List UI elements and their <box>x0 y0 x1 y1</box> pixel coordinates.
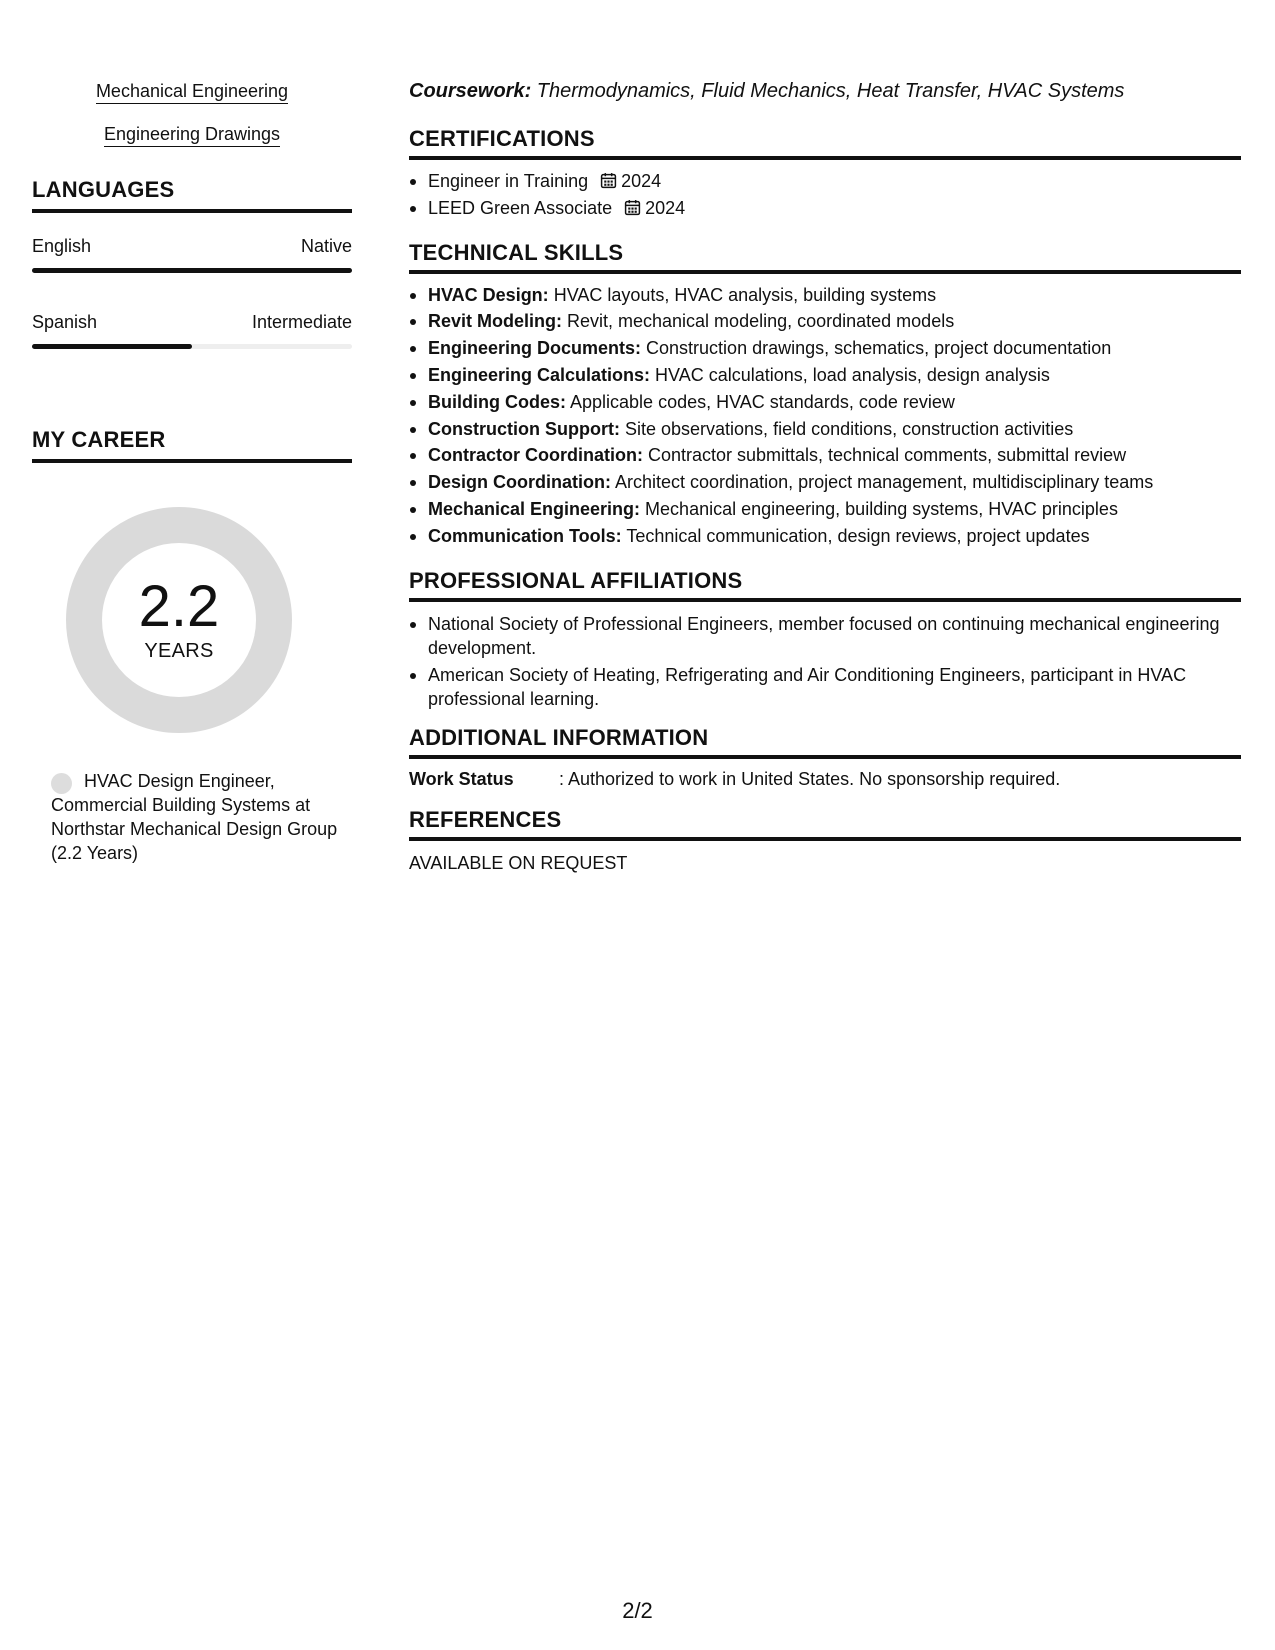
certification-name: LEED Green Associate <box>428 197 613 218</box>
skill-item <box>409 362 1241 389</box>
skill-label: Design Coordination: <box>428 472 611 493</box>
main-content <box>409 78 1241 875</box>
career-item-text: HVAC Design Engineer, Commercial Building Systems at Northstar Mechanical Design Group (2.2 Years) <box>51 771 338 863</box>
skill-text: Construction drawings, schematics, project documentation <box>641 338 1112 359</box>
skill-item <box>409 282 1241 309</box>
language-level: Native <box>300 236 352 256</box>
calendar-icon <box>600 172 617 189</box>
career-heading: MY CAREER <box>32 427 352 463</box>
language-proficiency-fill <box>32 268 352 273</box>
skill-label: Revit Modeling: <box>428 311 562 332</box>
info-row-work-status <box>409 767 1241 791</box>
language-name: English <box>32 236 92 256</box>
additional-info-heading: ADDITIONAL INFORMATION <box>409 725 1241 759</box>
career-years-value: 2.2 <box>138 574 220 639</box>
affiliation-item: National Society of Professional Engineers, member focused on continuing mechanical engineering development. <box>409 612 1241 660</box>
skill-item <box>409 523 1241 550</box>
skill-label: Building Codes: <box>428 391 566 412</box>
skill-label: Mechanical Engineering: <box>428 498 641 519</box>
skill-item <box>409 416 1241 443</box>
certifications-list <box>409 168 1241 222</box>
skill-label: Communication Tools: <box>428 525 622 546</box>
skill-label: HVAC Design: <box>428 284 549 305</box>
language-name: Spanish <box>32 312 98 332</box>
skill-text: Revit, mechanical modeling, coordinated models <box>562 311 955 332</box>
skill-item <box>409 442 1241 469</box>
interest-link[interactable]: Mechanical Engineering <box>32 80 352 102</box>
certification-year: 2024 <box>621 171 662 191</box>
certifications-heading: CERTIFICATIONS <box>409 126 1241 160</box>
technical-skills-heading: TECHNICAL SKILLS <box>409 240 1241 274</box>
skill-text: Mechanical engineering, building systems, HVAC principles <box>640 498 1118 519</box>
skill-item <box>409 335 1241 362</box>
career-years-donut <box>66 507 292 733</box>
language-level: Intermediate <box>251 312 352 332</box>
skill-label: Construction Support: <box>428 418 620 439</box>
language-proficiency-fill <box>32 344 192 349</box>
skill-label: Contractor Coordination: <box>428 445 643 466</box>
skill-item <box>409 469 1241 496</box>
languages-heading: LANGUAGES <box>32 177 352 213</box>
certification-year: 2024 <box>645 197 686 218</box>
career-years-unit: YEARS <box>144 640 214 662</box>
skill-item <box>409 308 1241 335</box>
references-heading: REFERENCES <box>409 807 1241 841</box>
calendar-icon <box>624 199 641 216</box>
info-label: Work Status <box>409 768 514 789</box>
affiliations-list <box>409 612 1241 711</box>
language-item <box>32 311 352 349</box>
skill-item <box>409 389 1241 416</box>
skill-text: Technical communication, design reviews, project updates <box>621 525 1090 546</box>
coursework-text: Thermodynamics, Fluid Mechanics, Heat Transfer, HVAC Systems <box>531 80 1125 102</box>
skill-text: Architect coordination, project management, multidisciplinary teams <box>611 472 1154 493</box>
certification-name: Engineer in Training <box>428 171 589 191</box>
info-value: : Authorized to work in United States. No sponsorship required. <box>559 768 1061 789</box>
career-dot-icon <box>51 773 72 794</box>
skill-text: Site observations, field conditions, construction activities <box>619 418 1074 439</box>
references-text: AVAILABLE ON REQUEST <box>409 852 628 873</box>
page-number: 2/2 <box>622 1598 653 1623</box>
sidebar <box>32 80 352 865</box>
certification-item <box>409 168 1241 195</box>
skill-text: Applicable codes, HVAC standards, code review <box>566 391 955 412</box>
language-proficiency-bar <box>32 268 352 273</box>
skill-label: Engineering Calculations: <box>428 364 651 385</box>
interest-link[interactable]: Engineering Drawings <box>32 123 352 145</box>
language-item <box>32 235 352 273</box>
skills-list <box>409 282 1241 550</box>
coursework <box>409 78 1241 104</box>
skill-label: Engineering Documents: <box>428 338 642 359</box>
skill-text: Contractor submittals, technical comments, submittal review <box>642 445 1127 466</box>
skill-text: HVAC calculations, load analysis, design analysis <box>650 364 1050 385</box>
career-item <box>51 769 341 865</box>
coursework-label: Coursework: <box>409 80 532 102</box>
language-proficiency-bar <box>32 344 352 349</box>
certification-item <box>409 195 1241 222</box>
affiliations-heading: PROFESSIONAL AFFILIATIONS <box>409 568 1241 602</box>
affiliation-item: American Society of Heating, Refrigerating and Air Conditioning Engineers, participant in HVAC professional learning. <box>409 663 1241 711</box>
skill-item <box>409 496 1241 523</box>
skill-text: HVAC layouts, HVAC analysis, building systems <box>548 284 937 305</box>
